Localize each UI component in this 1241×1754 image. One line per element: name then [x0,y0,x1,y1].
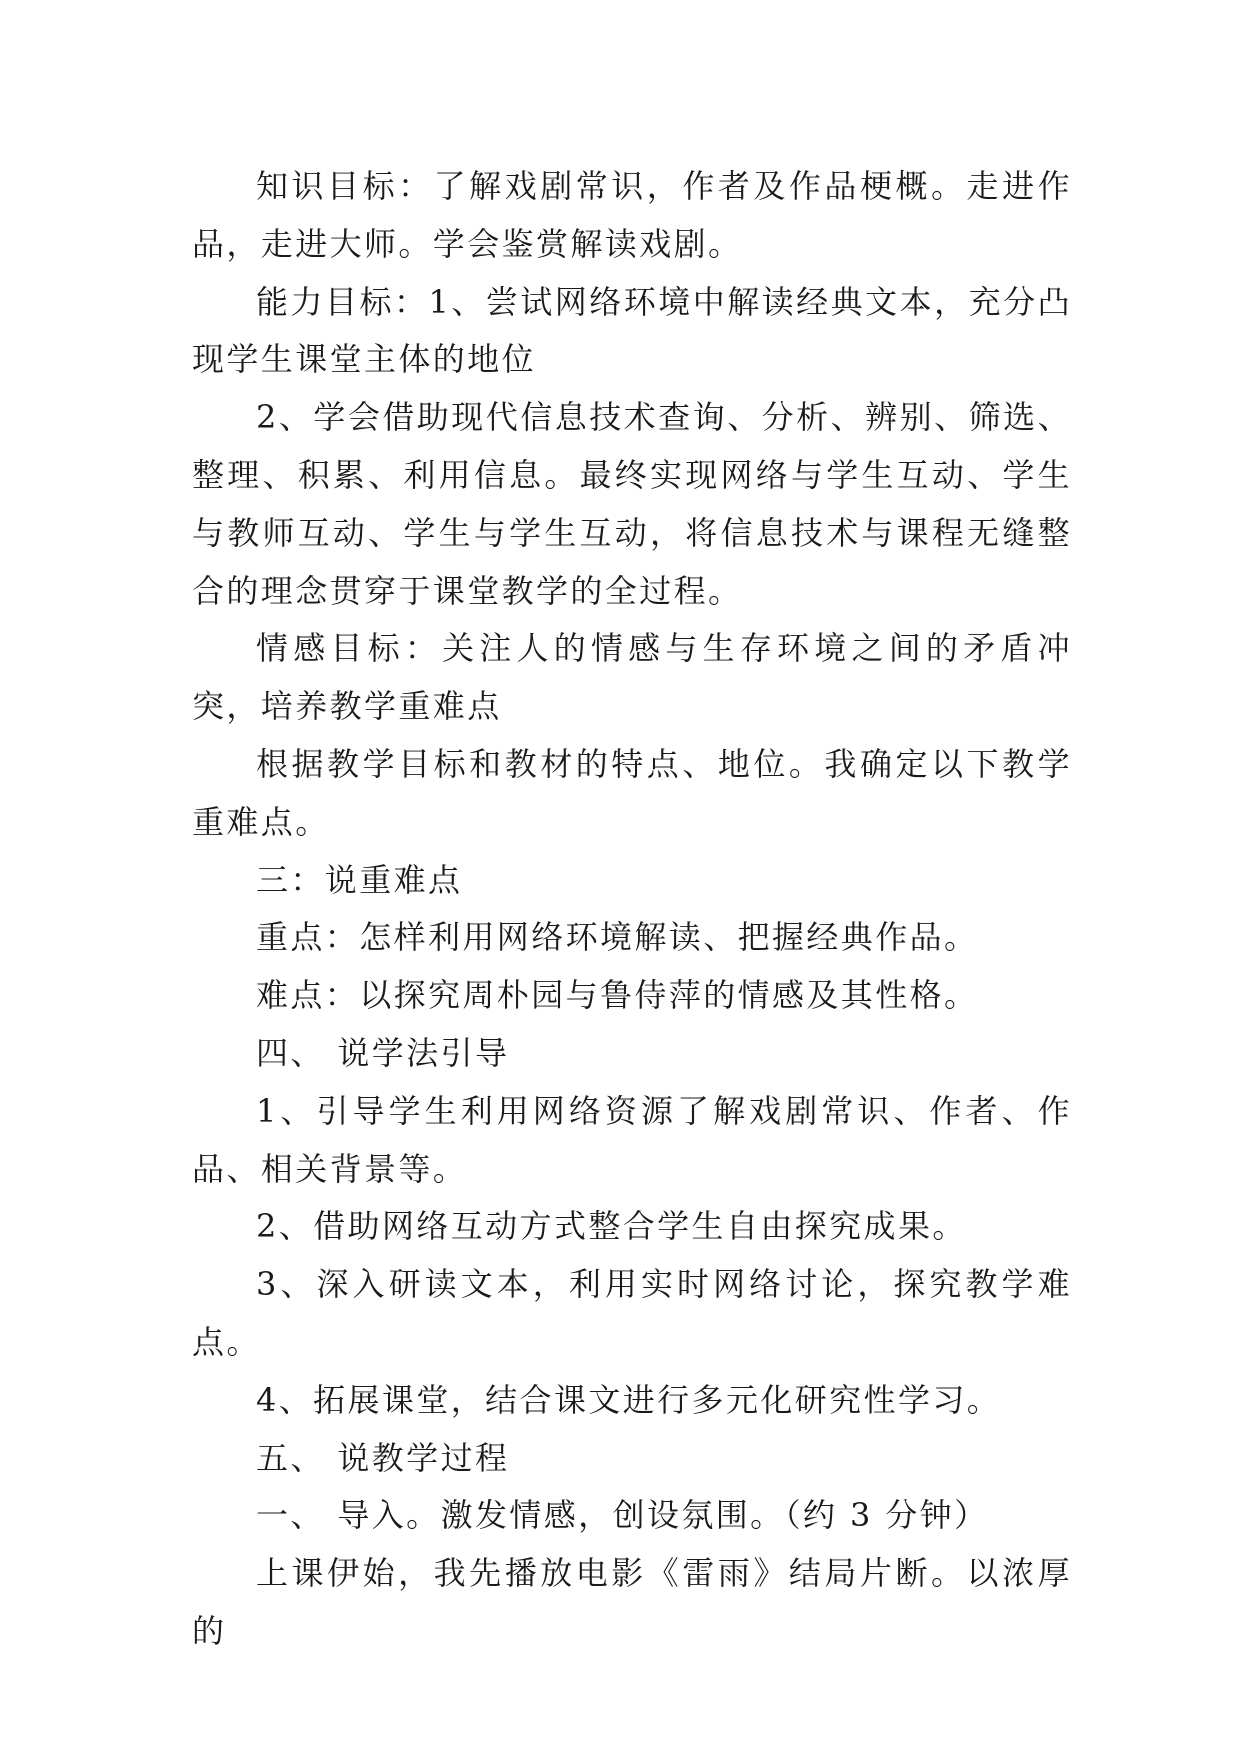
paragraph-ability-goal-1: 能力目标：1、尝试网络环境中解读经典文本，充分凸现学生课堂主体的地位 [192,282,1072,379]
subsection-heading-introduction: 一、 导入。激发情感，创设氛围。（约 3 分钟） [256,1496,989,1535]
paragraph-difficult-point: 难点：以探究周朴园与鲁侍萍的情感及其性格。 [256,976,979,1015]
document-body [192,158,1072,1661]
section-heading-study-method: 四、 说学法引导 [256,1033,510,1072]
section-heading-key-points: 三：说重难点 [256,860,463,899]
paragraph-introduction-body: 上课伊始，我先播放电影《雷雨》结局片断。以浓厚的 [192,1554,1072,1650]
paragraph-key-points-intro: 根据教学目标和教材的特点、地位。我确定以下教学重难点。 [192,744,1072,841]
paragraph-emotion-goal: 情感目标：关注人的情感与生存环境之间的矛盾冲突，培养教学重难点 [192,629,1072,726]
paragraph-key-point: 重点：怎样利用网络环境解读、把握经典作品。 [256,918,979,957]
list-item-method-2: 2、借助网络互动方式整合学生自由探究成果。 [256,1207,967,1246]
section-heading-teaching-process: 五、 说教学过程 [256,1438,510,1477]
paragraph-ability-goal-2: 2、学会借助现代信息技术查询、分析、辨别、筛选、整理、积累、利用信息。最终实现网络与学生互动、学生与教师互动、学生与学生互动，将信息技术与课程无缝整合的理念贯穿于课堂教学的全过程。 [192,398,1072,610]
list-item-method-1: 1、引导学生利用网络资源了解戏剧常识、作者、作品、相关背景等。 [192,1091,1072,1188]
list-item-method-3: 3、深入研读文本，利用实时网络讨论，探究教学难点。 [192,1265,1072,1361]
paragraph-knowledge-goal: 知识目标：了解戏剧常识，作者及作品梗概。走进作品，走进大师。学会鉴赏解读戏剧。 [192,167,1072,263]
list-item-method-4: 4、拓展课堂，结合课文进行多元化研究性学习。 [256,1380,1002,1419]
